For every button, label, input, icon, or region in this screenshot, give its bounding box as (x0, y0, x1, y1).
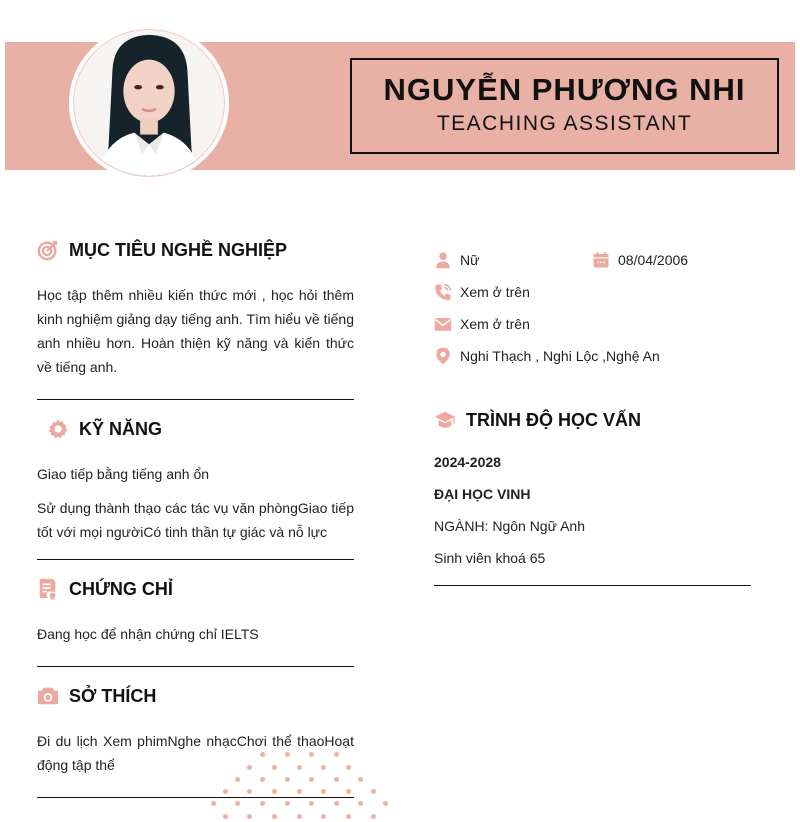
education-heading (434, 409, 641, 431)
education-period: 2024-2028 (434, 454, 501, 470)
phone-icon (434, 283, 452, 301)
location-pin-icon (434, 347, 452, 365)
education-major: NGÀNH: Ngôn Ngữ Anh (434, 518, 585, 534)
certificates-title: CHỨNG CHỈ (69, 578, 173, 599)
candidate-role: TEACHING ASSISTANT (436, 112, 693, 135)
objective-text: Học tập thêm nhiều kiến thức mới , học hỏi thêm kinh nghiệm giảng dạy tiếng anh. Tìm hiểu về tiếng anh nhiều hơn. Hoàn thiện kỹ năng và kiến thức về tiếng anh. (37, 287, 354, 375)
certificate-icon (37, 578, 59, 600)
target-icon (37, 239, 59, 261)
person-icon (434, 251, 452, 269)
skill-item: Giao tiếp bằng tiếng anh ổn (37, 466, 210, 482)
phone-row (434, 283, 530, 301)
address-value: Nghi Thạch , Nghi Lộc ,Nghệ An (460, 348, 660, 364)
email-row (434, 315, 530, 333)
divider (37, 399, 354, 400)
calendar-icon (592, 251, 610, 269)
envelope-icon (434, 315, 452, 333)
birthday-row (592, 251, 688, 269)
objective-heading (37, 239, 287, 261)
skill-item: Sử dụng thành thạo các tác vụ văn phòngGiao tiếp tốt với mọi ngườiCó tinh thần tự giác và nỗ lực (37, 500, 354, 540)
birthday-value: 08/04/2006 (618, 252, 689, 268)
certificates-heading (37, 578, 173, 600)
education-note: Sinh viên khoá 65 (434, 550, 546, 566)
candidate-name: NGUYỄN PHƯƠNG NHI (383, 72, 746, 107)
address-row (434, 347, 660, 365)
gender-value: Nữ (460, 252, 480, 268)
hobbies-title: SỞ THÍCH (69, 685, 157, 706)
portrait-image (74, 30, 224, 176)
gender-row (434, 251, 479, 269)
certificate-text: Đang học để nhận chứng chỉ IELTS (37, 626, 259, 642)
divider (37, 797, 354, 798)
divider (434, 585, 751, 586)
skills-title: KỸ NĂNG (79, 418, 163, 439)
divider (37, 559, 354, 560)
camera-icon (37, 685, 59, 707)
education-school: ĐẠI HỌC VINH (434, 486, 531, 502)
phone-value: Xem ở trên (460, 284, 530, 300)
name-box (350, 58, 779, 154)
gear-icon (47, 418, 69, 440)
email-value: Xem ở trên (460, 316, 530, 332)
hobbies-heading (37, 685, 156, 707)
education-title: TRÌNH ĐỘ HỌC VẤN (466, 409, 641, 430)
divider (37, 666, 354, 667)
graduation-cap-icon (434, 409, 456, 431)
profile-photo (69, 25, 229, 181)
objective-title: MỤC TIÊU NGHỀ NGHIỆP (69, 239, 288, 260)
hobbies-text: Đi du lịch Xem phimNghe nhạcChơi thể thaoHoạt động tập thể (37, 733, 354, 773)
skills-heading (47, 418, 162, 440)
